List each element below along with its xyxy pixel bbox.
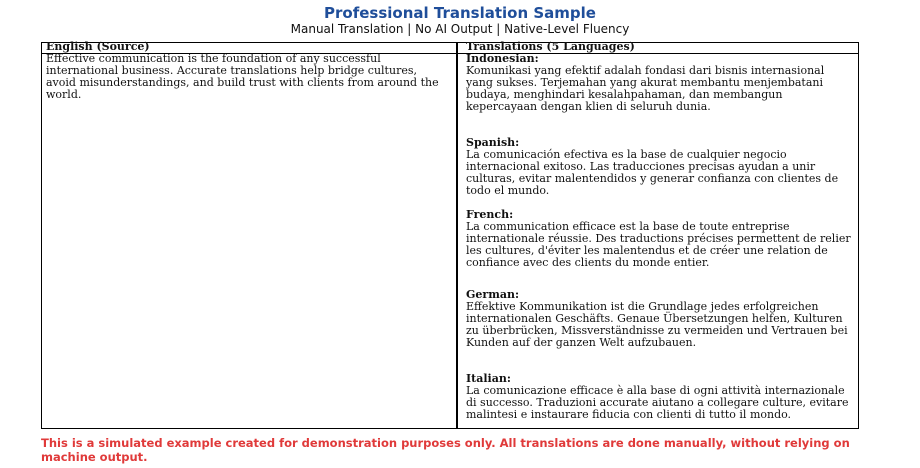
language-name: Indonesian: — [466, 52, 539, 65]
translation-text: La comunicación efectiva es la base de cualquier negocio internacional exitoso. Las traducciones precisas ayudan a unir culturas, evitar malentendidos y generar confianza con clientes de todo el mundo. — [466, 148, 839, 197]
translations-column-header: Translations (5 Languages) — [466, 40, 635, 53]
source-text: Effective communication is the foundation of any successful international business. Accurate translations help bridge cultures, avoid misunderstandings, and build trust with clients from around the world. — [46, 52, 439, 101]
translation-table — [41, 42, 859, 429]
translation-text: Komunikasi yang efektif adalah fondasi dari bisnis internasional yang sukses. Terjemahan yang akurat membantu menjembatani budaya, menghindari kesalahpahaman, dan membangun kepercayaan dengan klien di seluruh dunia. — [466, 64, 825, 113]
translation-spanish — [466, 137, 854, 197]
disclaimer-note: This is a simulated example created for demonstration purposes only. All translations are done manually, without relying on machine output. — [41, 436, 850, 464]
language-name: French: — [466, 208, 514, 221]
source-column-header: English (Source) — [46, 40, 150, 53]
language-name: German: — [466, 288, 520, 301]
translation-indonesian — [466, 53, 854, 113]
language-name: Italian: — [466, 372, 511, 385]
translation-italian — [466, 373, 854, 421]
page-subtitle: Manual Translation | No AI Output | Native-Level Fluency — [290, 22, 630, 36]
translation-german — [466, 289, 854, 349]
page-title: Professional Translation Sample — [324, 4, 596, 22]
translation-text: Effektive Kommunikation ist die Grundlage jedes erfolgreichen internationalen Geschäfts. Genaue Übersetzungen helfen, Kulturen zu überbrücken, Missverständnisse zu vermeiden und Vertrauen bei Kunden auf der ganzen Welt aufzubauen. — [466, 300, 848, 349]
translation-text: La communication efficace est la base de toute entreprise internationale réussie. Des traductions précises permettent de relier les cultures, d'éviter les malentendus et de créer une relation de confiance avec des clients du monde entier. — [466, 220, 851, 269]
language-name: Spanish: — [466, 136, 520, 149]
column-divider — [456, 43, 458, 428]
translation-text: La comunicazione efficace è alla base di ogni attività internazionale di successo. Traduzioni accurate aiutano a collegare culture, evitare malintesi e instaurare fiducia con clienti di tutto il mondo. — [466, 384, 849, 421]
translation-french — [466, 209, 854, 269]
